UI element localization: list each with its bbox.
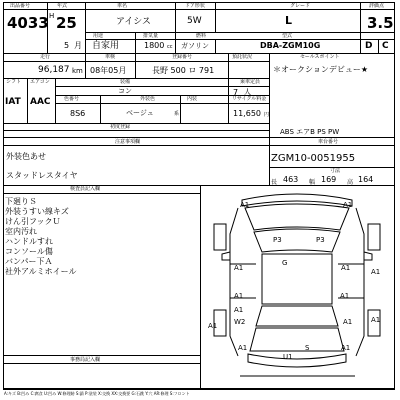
damage-mark: A1	[234, 264, 244, 272]
rule	[55, 103, 269, 104]
rule	[269, 137, 270, 185]
label-dealer-notes: 事務局記入欄	[70, 357, 101, 363]
label-grade: グレード	[290, 3, 311, 9]
rule	[215, 2, 216, 32]
plate-number: 長野 500 ロ 791	[152, 66, 215, 75]
era: H	[49, 12, 55, 20]
rule	[228, 78, 229, 95]
door-type: 5W	[187, 16, 202, 26]
label-car-name: 車名	[117, 3, 128, 9]
month-unit: 月	[74, 41, 82, 50]
damage-mark: A1	[208, 322, 218, 330]
capacity-unit: 人	[244, 88, 251, 96]
note-2: スタッドレスタイヤ	[6, 171, 78, 180]
chassis-number: ZGM10-0051955	[271, 153, 356, 164]
options-list: ABS エアB PS PW	[280, 128, 340, 136]
purpose: 自家用	[92, 41, 120, 51]
damage-mark: P3	[316, 236, 325, 244]
length: 463	[283, 175, 299, 184]
label-dimensions: 寸法	[330, 168, 341, 174]
label-score: 評価点	[369, 3, 385, 9]
damage-mark: A1	[238, 344, 248, 352]
rule	[228, 95, 229, 123]
inspector-note-8: 社外アルミホイール	[5, 267, 77, 276]
width-label: 幅	[309, 179, 316, 186]
inspector-note-5: ハンドルすれ	[5, 237, 53, 246]
auction-score: 3.5	[367, 14, 394, 32]
rule	[378, 39, 379, 53]
car-damage-diagram	[200, 186, 395, 389]
rule	[55, 78, 56, 123]
exterior-grade: D	[365, 41, 373, 51]
rule	[27, 78, 28, 123]
damage-mark: A1	[343, 318, 353, 326]
damage-mark: P3	[273, 236, 282, 244]
rule	[3, 123, 269, 124]
rule	[100, 95, 101, 123]
rule	[85, 32, 395, 33]
shaken-date: 08年05月	[90, 66, 127, 75]
inspector-note-4: 室内汚れ	[5, 227, 37, 236]
damage-mark: A1	[341, 264, 351, 272]
km-unit: km	[72, 67, 83, 75]
color-suffix: 系	[174, 111, 180, 117]
damage-mark: A1	[343, 201, 353, 209]
label-year: 年式	[57, 3, 68, 9]
grade: L	[285, 14, 293, 27]
shift-type: IAT	[5, 97, 21, 107]
rule	[269, 53, 270, 137]
rule	[55, 86, 269, 87]
label-displacement: 排気量	[143, 33, 159, 39]
sales-point-text: ＊オークションデビュー★	[273, 65, 369, 74]
rule	[3, 130, 269, 131]
width: 169	[321, 175, 337, 184]
interior-grade: C	[382, 41, 389, 51]
damage-mark: A1	[340, 292, 350, 300]
label-notes: 注意事項欄	[115, 139, 141, 145]
inspector-note-2: 外装うすい線キズ	[5, 207, 69, 216]
inspector-note-6: コンソール傷	[5, 247, 53, 256]
rule	[180, 95, 181, 123]
damage-mark: W2	[234, 318, 246, 326]
rule	[215, 39, 216, 53]
label-color-no: 色番号	[64, 96, 80, 102]
inspector-note-1: 下廻りＳ	[5, 197, 37, 206]
label-recycle-fee: リサイクル料金	[232, 96, 267, 102]
label-recycle-status: 預託状況	[232, 54, 253, 60]
fuel-type: ガソリン	[181, 42, 209, 50]
capacity: 7	[233, 88, 239, 97]
damage-mark: A1	[240, 201, 250, 209]
body-color: ベージュ	[126, 109, 154, 117]
label-mileage: 走行	[40, 54, 51, 60]
label-shaken: 車検	[105, 54, 116, 60]
displacement: 1800	[144, 41, 165, 50]
rule	[3, 363, 200, 364]
first-reg-month: 5	[64, 41, 70, 50]
damage-mark: S	[305, 344, 310, 352]
label-chassis: 車台番号	[318, 139, 339, 145]
damage-mark: A1	[371, 268, 381, 276]
rule	[3, 389, 395, 390]
rule	[228, 53, 229, 78]
lot-number: 4033	[7, 14, 49, 32]
rule	[269, 145, 395, 146]
recycle-fee: 11,650	[233, 109, 261, 118]
damage-mark: A1	[341, 344, 351, 352]
damage-mark: G	[282, 259, 288, 267]
rule	[3, 61, 269, 62]
label-first-reg: 初度登録	[110, 124, 131, 130]
rule	[3, 145, 269, 146]
mileage: 96,187	[38, 65, 70, 75]
label-aircon: エアコン	[30, 79, 50, 85]
length-label: 長	[271, 179, 278, 186]
model-year: 25	[56, 14, 77, 32]
aircon-type: AAC	[30, 97, 51, 107]
color-number: 8S6	[70, 109, 86, 118]
car-name: アイシス	[116, 17, 151, 27]
rule	[360, 2, 361, 53]
note-1: 外装色あせ	[6, 152, 46, 161]
cc-unit: cc	[167, 44, 173, 50]
height-label: 高	[347, 179, 354, 186]
label-doors: ドア形状	[185, 3, 205, 9]
equipment-text: コン	[118, 87, 132, 95]
label-color: 外装色	[140, 96, 156, 102]
rule	[3, 193, 200, 194]
label-plate: 登録番号	[172, 54, 193, 60]
damage-legend: A:キズ B:凹み C:腐食 U:凹み W:修理跡 S:錆 P:塗装 X:交換 XX:交換要 G:石跳 Y:穴 AR:修理 S:フロント	[4, 391, 190, 396]
rule	[85, 2, 86, 53]
rule	[135, 32, 136, 53]
label-fuel: 燃料	[196, 33, 207, 39]
label-capacity: 乗車定員	[240, 79, 261, 85]
label-shift: シフト	[6, 79, 22, 85]
rule	[3, 355, 200, 356]
label-interior: 内装	[187, 96, 198, 102]
rule	[3, 9, 395, 10]
inspector-note-3: けん引フックＵ	[5, 217, 61, 226]
rule	[85, 39, 395, 40]
label-sales-point: セールスポイント	[300, 54, 340, 60]
model-code: DBA-ZGM10G	[260, 41, 321, 50]
damage-mark: A1	[371, 316, 381, 324]
damage-mark: A1	[234, 306, 244, 314]
damage-mark: A1	[234, 292, 244, 300]
rule	[3, 137, 395, 138]
label-purpose: 用途	[93, 33, 104, 39]
label-inspector: 検査員記入欄	[70, 186, 101, 192]
damage-mark: U1	[283, 353, 293, 361]
yen-unit: 円	[264, 112, 270, 118]
rule	[175, 2, 176, 53]
rule	[85, 53, 86, 78]
label-model: 型式	[282, 33, 293, 39]
label-equipment: 装備	[120, 79, 131, 85]
label-lot-no: 出品番号	[10, 3, 31, 9]
height: 164	[358, 175, 374, 184]
inspector-note-7: バンパー下Ａ	[5, 257, 53, 266]
rule	[135, 53, 136, 78]
